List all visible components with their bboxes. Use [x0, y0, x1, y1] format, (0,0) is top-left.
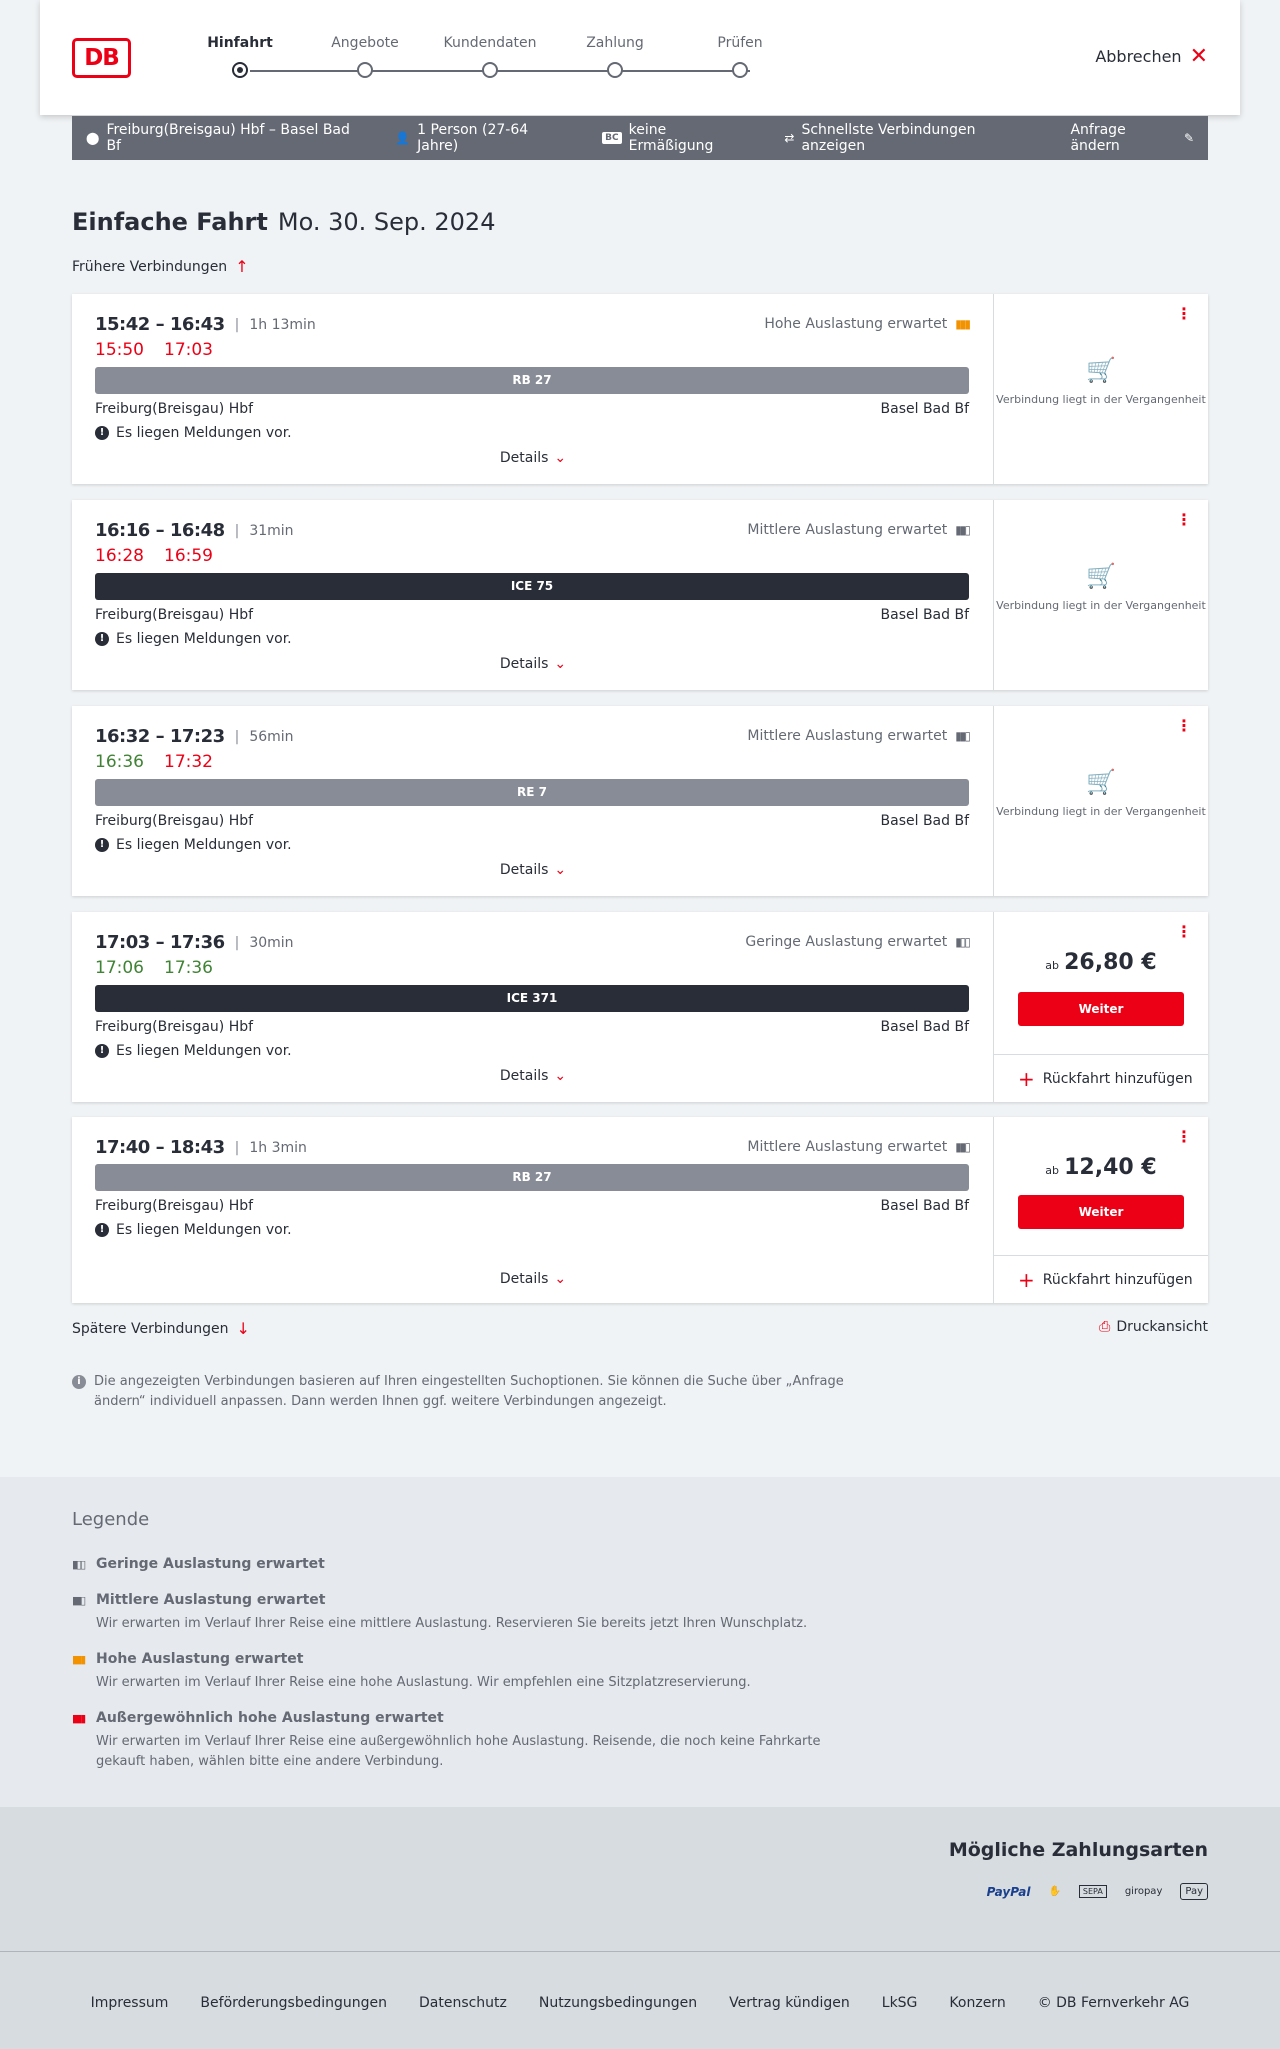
connection-card: [72, 912, 1208, 1102]
header: [40, 0, 1240, 115]
past-connection-notice: 🛒 Verbindung liegt in der Vergangenheit: [994, 356, 1208, 407]
load-indicator: Mittlere Auslastung erwartet ▮▮▯: [747, 1139, 969, 1155]
medium-load-icon: ▮▮▯: [72, 1593, 85, 1607]
price: ab 26,80 €: [1045, 950, 1157, 975]
message-notice: ! Es liegen Meldungen vor.: [95, 425, 292, 441]
legend-item-low: ▮▯▯ Geringe Auslastung erwartet: [72, 1556, 325, 1572]
pencil-icon: ✎: [1183, 131, 1194, 145]
message-notice: ! Es liegen Meldungen vor.: [95, 1222, 292, 1238]
message-notice: ! Es liegen Meldungen vor.: [95, 837, 292, 853]
connection-times: 17:40 – 18:43 | 1h 3min: [95, 1137, 307, 1158]
continue-button[interactable]: Weiter: [1018, 1195, 1184, 1229]
details-toggle[interactable]: Details ⌄: [499, 1271, 567, 1287]
realtime-times: 16:36 17:32: [95, 752, 213, 772]
connection-times: 15:42 – 16:43 | 1h 13min: [95, 314, 316, 335]
more-options-icon[interactable]: ⋮: [1176, 716, 1192, 735]
location-pin-icon: ⬤: [86, 131, 100, 145]
chevron-down-icon: ⌄: [554, 450, 567, 466]
footer-link[interactable]: Nutzungsbedingungen: [538, 1995, 698, 2011]
offer-panel: [994, 912, 1208, 1102]
step-pruefen: Prüfen: [680, 35, 800, 51]
stations: Freiburg(Breisgau) Hbf Basel Bad Bf: [95, 813, 969, 829]
legend-item-medium: ▮▮▯ Mittlere Auslastung erwartet Wir erwarten im Verlauf Ihrer Reise eine mittlere Auslastung. Reservieren Sie bereits jetzt Ihren Wunschplatz.: [72, 1592, 808, 1631]
page-title: Einfache Fahrt Mo. 30. Sep. 2024: [72, 208, 496, 236]
credit-card-icon: ✋: [1048, 1886, 1061, 1897]
step-angebote: Angebote: [305, 35, 425, 51]
medium-load-icon: ▮▮▯: [955, 523, 969, 537]
connection-times: 16:32 – 17:23 | 56min: [95, 726, 294, 747]
continue-button[interactable]: Weiter: [1018, 992, 1184, 1026]
later-connections-link[interactable]: Spätere Verbindungen ↓: [72, 1319, 250, 1338]
cancel-button[interactable]: Abbrechen ✕: [1095, 43, 1208, 69]
info-icon: i: [72, 1375, 86, 1389]
details-toggle[interactable]: Details ⌄: [499, 1068, 567, 1084]
realtime-times: 16:28 16:59: [95, 546, 213, 566]
passenger-summary: 👤 1 Person (27-64 Jahre): [395, 122, 529, 154]
load-indicator: Mittlere Auslastung erwartet ▮▮▯: [747, 728, 969, 744]
offer-panel: [994, 294, 1208, 484]
stations: Freiburg(Breisgau) Hbf Basel Bad Bf: [95, 401, 969, 417]
footer-link[interactable]: © DB Fernverkehr AG: [1037, 1995, 1190, 2011]
route-summary: ⬤ Freiburg(Breisgau) Hbf – Basel Bad Bf: [86, 122, 350, 154]
low-load-icon: ▮▯▯: [955, 935, 969, 949]
close-icon: ✕: [1189, 43, 1208, 69]
plus-icon: +: [1018, 1066, 1035, 1091]
message-notice: ! Es liegen Meldungen vor.: [95, 631, 292, 647]
footer-link[interactable]: LkSG: [881, 1995, 918, 2011]
offer-panel: [994, 1117, 1208, 1303]
db-logo[interactable]: DB: [72, 38, 131, 78]
more-options-icon[interactable]: ⋮: [1176, 304, 1192, 323]
footer: [0, 1952, 1280, 2049]
connection-times: 17:03 – 17:36 | 30min: [95, 932, 294, 953]
details-toggle[interactable]: Details ⌄: [499, 656, 567, 672]
giropay-icon: giropay: [1124, 1886, 1163, 1897]
cart-unavailable-icon: 🛒: [1086, 356, 1116, 384]
payment-icons: [987, 1883, 1208, 1900]
train-bar: RB 27: [95, 1164, 969, 1191]
load-indicator: Mittlere Auslastung erwartet ▮▮▯: [747, 522, 969, 538]
connection-card: [72, 706, 1208, 896]
low-load-icon: ▮▯▯: [72, 1557, 85, 1571]
exclamation-icon: !: [95, 632, 109, 646]
chevron-down-icon: ⌄: [554, 656, 567, 672]
payment-methods-section: [0, 1807, 1280, 1952]
footer-link[interactable]: Beförderungsbedingungen: [200, 1995, 387, 2011]
search-summary-bar: [72, 116, 1208, 160]
legend-item-high: ▮▮▮ Hohe Auslastung erwartet Wir erwarten im Verlauf Ihrer Reise eine hohe Auslastung. Wir empfehlen eine Sitzplatzreservierung.: [72, 1651, 751, 1690]
exclamation-icon: !: [95, 1044, 109, 1058]
high-load-icon: ▮▮▮: [72, 1652, 85, 1666]
offer-panel: [994, 500, 1208, 690]
connection-card: [72, 294, 1208, 484]
payment-title: Mögliche Zahlungsarten: [948, 1839, 1208, 1861]
earlier-connections-link[interactable]: Frühere Verbindungen ↑: [72, 257, 249, 276]
price: ab 12,40 €: [1045, 1155, 1157, 1180]
medium-load-icon: ▮▮▯: [955, 1140, 969, 1154]
train-bar: ICE 371: [95, 985, 969, 1012]
step-hinfahrt: Hinfahrt: [180, 35, 300, 51]
stations: Freiburg(Breisgau) Hbf Basel Bad Bf: [95, 607, 969, 623]
exclamation-icon: !: [95, 838, 109, 852]
printer-icon: ⎙: [1099, 1319, 1111, 1335]
paypal-icon: PayPal: [986, 1884, 1031, 1899]
change-request-button[interactable]: Anfrage ändern ✎: [1070, 122, 1194, 154]
train-bar: RE 7: [95, 779, 969, 806]
details-toggle[interactable]: Details ⌄: [499, 450, 567, 466]
high-load-icon: ▮▮▮: [955, 317, 969, 331]
sepa-icon: SEPA: [1079, 1885, 1107, 1898]
legend-item-exceptional: ▮▮▮ Außergewöhnlich hohe Auslastung erwartet Wir erwarten im Verlauf Ihrer Reise eine außergewöhnlich hohe Auslastung. Reisende, die noch keine Fahrkarte gekauft haben, wählen bitte eine andere Verbindung.: [72, 1710, 821, 1769]
fastest-connections-toggle[interactable]: ⇄ Schnellste Verbindungen anzeigen: [784, 122, 976, 154]
arrow-down-icon: ↓: [236, 1319, 250, 1338]
bahncard-icon: BC: [602, 132, 621, 144]
print-view-link[interactable]: ⎙ Druckansicht: [1099, 1319, 1208, 1335]
exclamation-icon: !: [95, 1223, 109, 1237]
train-bar: ICE 75: [95, 573, 969, 600]
exclamation-icon: !: [95, 426, 109, 440]
load-indicator: Geringe Auslastung erwartet ▮▯▯: [745, 934, 969, 950]
train-bar: RB 27: [95, 367, 969, 394]
add-return-trip-button[interactable]: + Rückfahrt hinzufügen: [994, 1255, 1208, 1303]
step-kundendaten: Kundendaten: [430, 35, 550, 51]
discount-summary: BC keine Ermäßigung: [602, 122, 752, 154]
realtime-times: 15:50 17:03: [95, 340, 213, 360]
arrow-up-icon: ↑: [235, 257, 249, 276]
realtime-times: 17:06 17:36: [95, 958, 213, 978]
exceptional-load-icon: ▮▮▮: [72, 1711, 85, 1725]
past-connection-notice: 🛒 Verbindung liegt in der Vergangenheit: [994, 768, 1208, 819]
chevron-down-icon: ⌄: [554, 1068, 567, 1084]
medium-load-icon: ▮▮▯: [955, 729, 969, 743]
more-options-icon[interactable]: ⋮: [1176, 922, 1192, 941]
past-connection-notice: 🛒 Verbindung liegt in der Vergangenheit: [994, 562, 1208, 613]
info-note: i Die angezeigten Verbindungen basieren auf Ihren eingestellten Suchoptionen. Sie können die Suche über „Anfrage ändern“ individuell anpassen. Dann werden Ihnen ggf. weitere Verbindungen angezeigt.: [72, 1372, 852, 1412]
person-icon: 👤: [395, 131, 411, 145]
chevron-down-icon: ⌄: [554, 862, 567, 878]
message-notice: ! Es liegen Meldungen vor.: [95, 1043, 292, 1059]
step-zahlung: Zahlung: [555, 35, 675, 51]
footer-link[interactable]: Konzern: [949, 1995, 1006, 2011]
chevron-down-icon: ⌄: [554, 1271, 567, 1287]
connection-card: [72, 1117, 1208, 1303]
legend-title: Legende: [72, 1509, 150, 1530]
stations: Freiburg(Breisgau) Hbf Basel Bad Bf: [95, 1019, 969, 1035]
cart-unavailable-icon: 🛒: [1086, 768, 1116, 796]
plus-icon: +: [1018, 1267, 1035, 1292]
footer-link[interactable]: Datenschutz: [418, 1995, 507, 2011]
apple-pay-icon: Pay: [1180, 1883, 1208, 1900]
more-options-icon[interactable]: ⋮: [1176, 1127, 1192, 1146]
stations: Freiburg(Breisgau) Hbf Basel Bad Bf: [95, 1198, 969, 1214]
offer-panel: [994, 706, 1208, 896]
footer-link[interactable]: Impressum: [90, 1995, 169, 2011]
details-toggle[interactable]: Details ⌄: [499, 862, 567, 878]
load-indicator: Hohe Auslastung erwartet ▮▮▮: [764, 316, 969, 332]
cart-unavailable-icon: 🛒: [1086, 562, 1116, 590]
more-options-icon[interactable]: ⋮: [1176, 510, 1192, 529]
connection-times: 16:16 – 16:48 | 31min: [95, 520, 294, 541]
footer-link[interactable]: Vertrag kündigen: [729, 1995, 850, 2011]
progress-stepper: [180, 35, 770, 85]
legend-section: [0, 1477, 1280, 1807]
add-return-trip-button[interactable]: + Rückfahrt hinzufügen: [994, 1054, 1208, 1102]
swap-arrows-icon: ⇄: [784, 131, 795, 145]
connection-card: [72, 500, 1208, 690]
